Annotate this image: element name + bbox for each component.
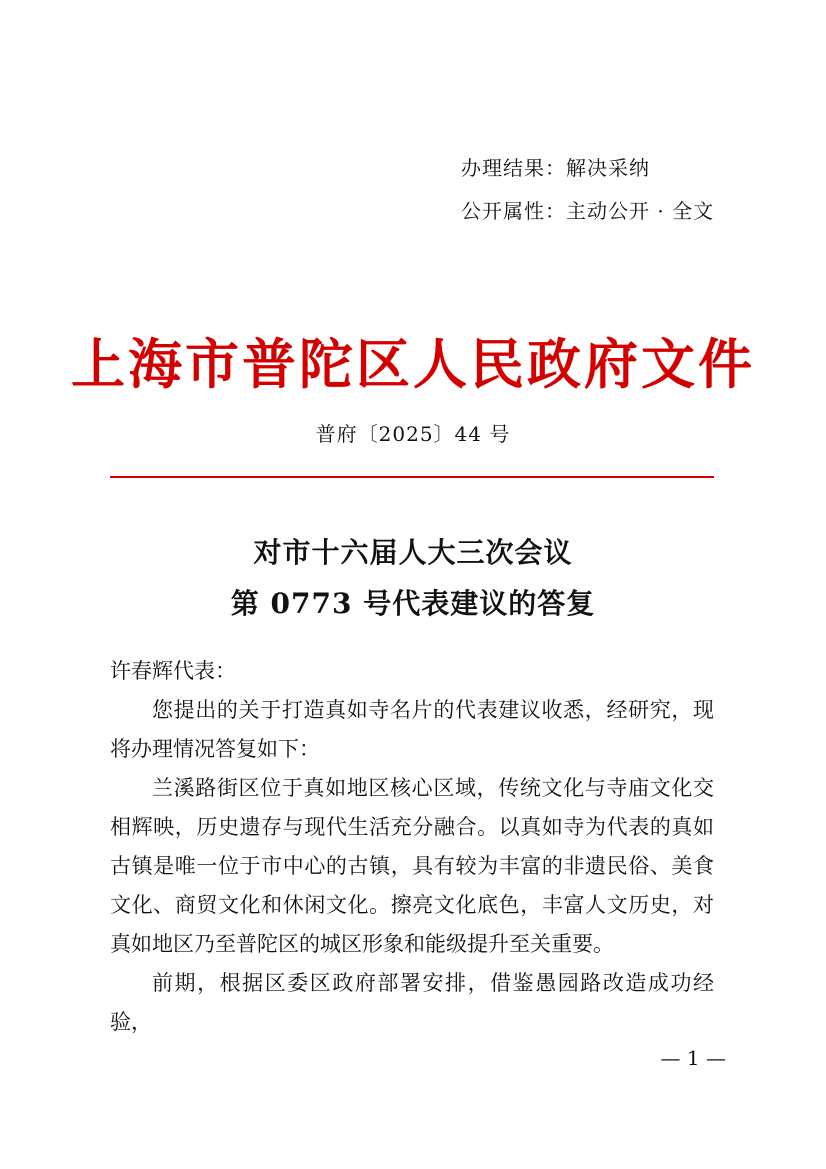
- body-paragraph: 您提出的关于打造真如寺名片的代表建议收悉，经研究，现将办理情况答复如下：: [110, 698, 714, 761]
- page-number: — 1 —: [660, 1046, 726, 1070]
- salutation: 许春辉代表：: [110, 659, 236, 683]
- handling-result: 办理结果：解决采纳: [461, 156, 650, 180]
- disclosure-attribute: 公开属性：主动公开 · 全文: [461, 199, 715, 223]
- header-divider: [110, 476, 714, 478]
- document-number: 普府〔2025〕44 号: [315, 422, 511, 446]
- document-title-line-1: 对市十六届人大三次会议: [253, 536, 573, 569]
- document-body: [110, 652, 714, 1042]
- document-title-line-2: 第 0773 号代表建议的答复: [230, 587, 596, 620]
- body-paragraph: 兰溪路街区位于真如地区核心区域，传统文化与寺庙文化交相辉映，历史遗存与现代生活充分融合。以真如寺为代表的真如古镇是唯一位于市中心的古镇，具有较为丰富的非遗民俗、美食文化、商贸文化和休闲文化。擦亮文化底色，丰富人文历史，对真如地区乃至普陀区的城区形象和能级提升至关重要。: [110, 776, 714, 956]
- body-paragraph: 前期，根据区委区政府部署安排，借鉴愚园路改造成功经验，: [110, 971, 714, 1034]
- issuer-header-title: 上海市普陀区人民政府文件: [71, 332, 755, 396]
